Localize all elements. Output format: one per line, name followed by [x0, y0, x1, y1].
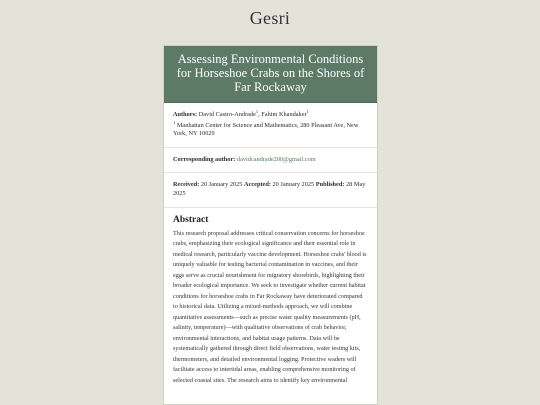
affiliation-text: Manhattan Center for Science and Mathematics, 280 Pleasant Ave, New York, NY 10029	[173, 121, 359, 138]
abstract-heading: Abstract	[173, 214, 209, 225]
author-separator: , Fahim Khandaker	[258, 111, 307, 118]
corresponding-label: Corresponding author:	[173, 155, 236, 163]
article-title: Assessing Environmental Conditions for Horseshoe Crabs on the Shores of Far Rockaway	[176, 52, 365, 94]
corresponding-email-link[interactable]: davidcandrade200@gmail.com	[236, 155, 316, 163]
published-date: 28 May 2025	[173, 181, 366, 197]
authors-section	[164, 103, 377, 148]
site-title[interactable]: Gesri	[249, 8, 291, 28]
affiliation-mark: 1	[173, 119, 176, 125]
author-2-affil-mark: 1	[306, 108, 309, 114]
published-label: Published:	[315, 181, 345, 189]
abstract-text: This research proposal addresses critical conservation concerns for horseshoe crabs, emphasizing their ecological significance and their essential role in medical research, particularly vaccine development. Horseshoe crabs' blood is uniquely valuable for testing bacterial contamination in vaccines, and their eggs serve as crucial nourishment for migratory shorebirds, highlighting their broader ecological importance. We seek to investigate whether current habitat conditions for horseshoe crabs in Far Rockaway have deteriorated compared to historical data. Utilizing a mixed-methods approach, we will combine quantitative assessments—such as precise water quality measurements (pH, salinity, temperature)—with qualitative observations of crab behavior, environmental interactions, and habitat usage patterns. Data will be systematically gathered through direct field observations, water testing kits, thermometers, and detailed environmental logging. Protective waders will facilitate access to intertidal areas, enabling comprehensive monitoring of selected coastal sites. The research aims to identify key environmental	[173, 229, 367, 384]
author-1: David Castro-Andrade	[198, 111, 256, 118]
authors-label: Authors:	[173, 111, 198, 118]
accepted-date: 20 January 2025	[272, 181, 315, 189]
accepted-label: Accepted:	[244, 181, 271, 189]
affiliation	[173, 119, 368, 139]
received-date: 20 January 2025	[200, 181, 243, 189]
dates-section	[164, 173, 377, 207]
authors-line	[173, 108, 368, 120]
author-1-affil-mark: 1	[255, 108, 259, 114]
article-title-banner	[164, 46, 377, 103]
received-label: Received:	[173, 181, 200, 189]
article-card	[163, 45, 378, 405]
corresponding-section	[164, 148, 377, 174]
abstract-section	[164, 208, 377, 387]
